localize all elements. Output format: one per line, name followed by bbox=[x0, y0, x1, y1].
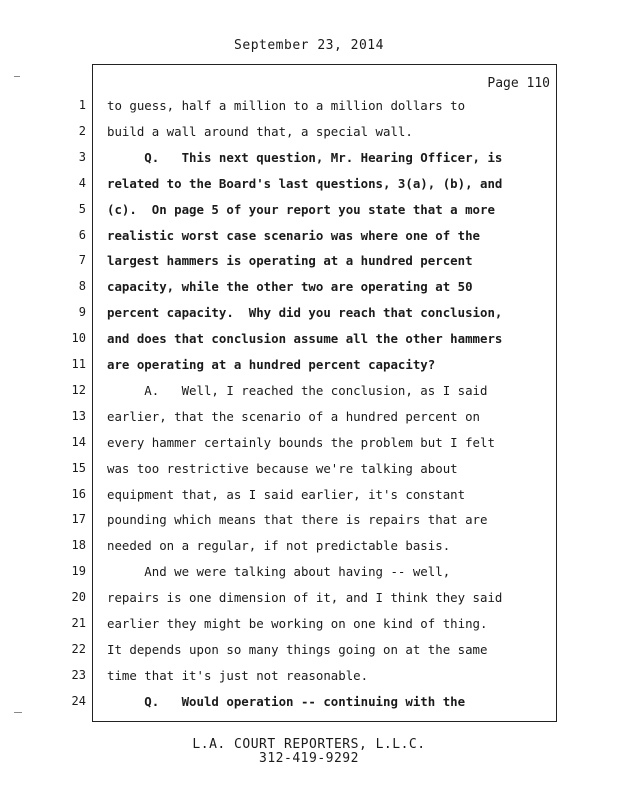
transcript-line: every hammer certainly bounds the problem but I felt bbox=[107, 434, 495, 450]
line-number: 9 bbox=[78, 305, 86, 320]
line-number: 11 bbox=[71, 357, 86, 371]
line-number: 6 bbox=[78, 227, 86, 242]
transcript-line: was too restrictive because we're talking about bbox=[107, 460, 458, 476]
line-number: 19 bbox=[71, 564, 86, 579]
line-number: 16 bbox=[71, 486, 86, 501]
line-number: 22 bbox=[71, 641, 86, 656]
line-number: 7 bbox=[78, 253, 86, 268]
transcript-line: build a wall around that, a special wall. bbox=[107, 123, 413, 139]
transcript-line: realistic worst case scenario was where one of the bbox=[107, 227, 480, 243]
line-number: 20 bbox=[71, 590, 86, 605]
line-number: 15 bbox=[71, 460, 86, 475]
page-number: Page 110 bbox=[487, 76, 550, 91]
transcript-line: largest hammers is operating at a hundred percent bbox=[107, 253, 473, 269]
line-number: 2 bbox=[78, 123, 86, 138]
transcript-line: needed on a regular, if not predictable basis. bbox=[107, 538, 451, 554]
line-number: 14 bbox=[71, 434, 86, 449]
transcript-line: earlier, that the scenario of a hundred percent on bbox=[107, 408, 480, 424]
transcript-line: And we were talking about having -- well, bbox=[107, 564, 451, 580]
transcript-line: repairs is one dimension of it, and I think they said bbox=[107, 590, 503, 606]
footer-phone: 312-419-9292 bbox=[259, 751, 359, 766]
transcript-line: to guess, half a million to a million dollars to bbox=[107, 98, 466, 113]
transcript-line: are operating at a hundred percent capacity? bbox=[107, 357, 436, 372]
transcript-line: capacity, while the other two are operating at 50 bbox=[107, 279, 473, 295]
line-number: 12 bbox=[71, 382, 86, 397]
line-number: 18 bbox=[71, 538, 86, 553]
line-number: 24 bbox=[71, 693, 86, 708]
transcript-line: percent capacity. Why did you reach that conclusion, bbox=[107, 305, 503, 321]
line-number: 23 bbox=[71, 667, 86, 682]
transcript-line: time that it's just not reasonable. bbox=[107, 667, 369, 683]
scan-speck bbox=[14, 76, 20, 77]
scan-speck bbox=[14, 712, 22, 713]
line-number: 8 bbox=[78, 279, 86, 294]
transcript-line: It depends upon so many things going on at the same bbox=[107, 641, 488, 657]
line-number: 21 bbox=[71, 616, 86, 630]
line-number: 13 bbox=[71, 408, 86, 423]
transcript-line: equipment that, as I said earlier, it's constant bbox=[107, 486, 466, 502]
transcript-line: earlier they might be working on one kind of thing. bbox=[107, 616, 488, 631]
transcript-line: Q. Would operation -- continuing with the bbox=[107, 693, 466, 709]
transcript-line: pounding which means that there is repairs that are bbox=[107, 512, 488, 528]
transcript-line: related to the Board's last questions, 3(a), (b), and bbox=[107, 175, 503, 191]
line-number: 5 bbox=[78, 201, 86, 216]
line-number: 17 bbox=[71, 512, 86, 527]
footer-company: L.A. COURT REPORTERS, L.L.C. bbox=[192, 737, 426, 752]
transcript-line: Q. This next question, Mr. Hearing Officer, is bbox=[107, 149, 503, 165]
transcript-line: (c). On page 5 of your report you state that a more bbox=[107, 201, 495, 217]
line-number: 4 bbox=[78, 175, 86, 190]
line-number: 1 bbox=[78, 98, 86, 112]
line-number: 10 bbox=[71, 331, 86, 346]
header-date: September 23, 2014 bbox=[234, 38, 384, 53]
transcript-line: and does that conclusion assume all the other hammers bbox=[107, 331, 503, 347]
line-number: 3 bbox=[78, 149, 86, 164]
transcript-line: A. Well, I reached the conclusion, as I said bbox=[107, 382, 488, 398]
